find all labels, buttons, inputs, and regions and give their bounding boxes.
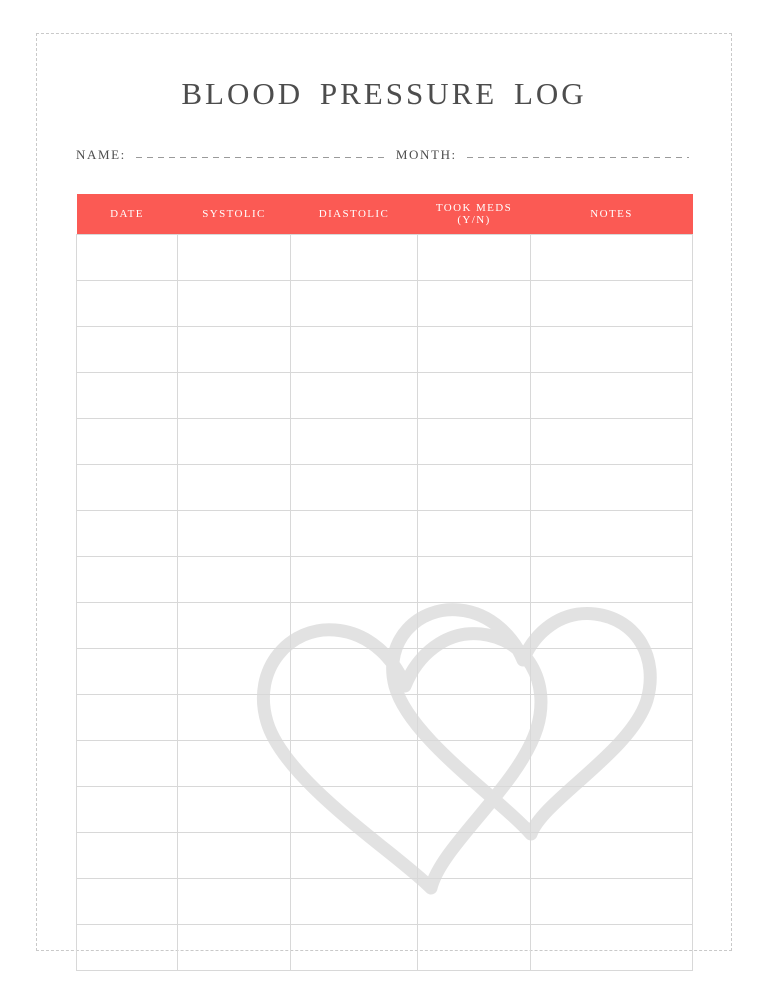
cell-diastolic[interactable] [291, 787, 418, 833]
cell-took-meds[interactable] [418, 603, 531, 649]
cell-took-meds[interactable] [418, 327, 531, 373]
cell-took-meds[interactable] [418, 373, 531, 419]
cell-notes[interactable] [531, 419, 693, 465]
table-row [77, 281, 693, 327]
cell-date[interactable] [77, 925, 178, 971]
table-row [77, 235, 693, 281]
cell-systolic[interactable] [178, 603, 291, 649]
cell-notes[interactable] [531, 787, 693, 833]
cell-date[interactable] [77, 695, 178, 741]
column-header-took-meds: TOOK MEDS (Y/N) [418, 194, 531, 235]
cell-took-meds[interactable] [418, 465, 531, 511]
table-row [77, 603, 693, 649]
cell-took-meds[interactable] [418, 741, 531, 787]
cell-notes[interactable] [531, 925, 693, 971]
cell-diastolic[interactable] [291, 373, 418, 419]
table-row [77, 557, 693, 603]
table-row [77, 741, 693, 787]
cell-notes[interactable] [531, 511, 693, 557]
table-row [77, 465, 693, 511]
name-input-line[interactable] [136, 157, 386, 158]
cell-systolic[interactable] [178, 327, 291, 373]
cell-notes[interactable] [531, 833, 693, 879]
table-header-row [77, 194, 693, 235]
cell-diastolic[interactable] [291, 419, 418, 465]
table-row [77, 649, 693, 695]
cell-took-meds[interactable] [418, 235, 531, 281]
month-label: MONTH: [395, 147, 457, 162]
cell-diastolic[interactable] [291, 833, 418, 879]
cell-systolic[interactable] [178, 235, 291, 281]
column-header-date: DATE [77, 194, 178, 235]
cell-diastolic[interactable] [291, 741, 418, 787]
cell-diastolic[interactable] [291, 235, 418, 281]
table-row [77, 373, 693, 419]
cell-notes[interactable] [531, 603, 693, 649]
cell-notes[interactable] [531, 327, 693, 373]
column-header-systolic: SYSTOLIC [178, 194, 291, 235]
cell-diastolic[interactable] [291, 695, 418, 741]
cell-diastolic[interactable] [291, 557, 418, 603]
table-row [77, 787, 693, 833]
cell-diastolic[interactable] [291, 925, 418, 971]
cell-took-meds[interactable] [418, 879, 531, 925]
table-row [77, 695, 693, 741]
table-row [77, 327, 693, 373]
cell-date[interactable] [77, 465, 178, 511]
cell-took-meds[interactable] [418, 833, 531, 879]
cell-notes[interactable] [531, 741, 693, 787]
cell-notes[interactable] [531, 695, 693, 741]
cell-notes[interactable] [531, 465, 693, 511]
cell-took-meds[interactable] [418, 511, 531, 557]
cell-took-meds[interactable] [418, 695, 531, 741]
cell-systolic[interactable] [178, 741, 291, 787]
cell-date[interactable] [77, 373, 178, 419]
cell-diastolic[interactable] [291, 603, 418, 649]
name-month-field-row [76, 143, 692, 167]
table-row [77, 833, 693, 879]
cell-took-meds[interactable] [418, 925, 531, 971]
cell-date[interactable] [77, 879, 178, 925]
cell-diastolic[interactable] [291, 281, 418, 327]
cell-notes[interactable] [531, 557, 693, 603]
cell-date[interactable] [77, 649, 178, 695]
cell-date[interactable] [77, 281, 178, 327]
month-input-line[interactable] [467, 157, 689, 158]
table-row [77, 879, 693, 925]
cell-diastolic[interactable] [291, 465, 418, 511]
cell-date[interactable] [77, 419, 178, 465]
page-title: BLOOD PRESSURE LOG [181, 76, 587, 111]
cell-took-meds[interactable] [418, 419, 531, 465]
cell-systolic[interactable] [178, 695, 291, 741]
cell-diastolic[interactable] [291, 511, 418, 557]
cell-notes[interactable] [531, 281, 693, 327]
cell-date[interactable] [77, 557, 178, 603]
cell-notes[interactable] [531, 649, 693, 695]
cell-date[interactable] [77, 603, 178, 649]
cell-systolic[interactable] [178, 925, 291, 971]
cell-date[interactable] [77, 235, 178, 281]
cell-diastolic[interactable] [291, 879, 418, 925]
cell-date[interactable] [77, 833, 178, 879]
cell-systolic[interactable] [178, 373, 291, 419]
cell-systolic[interactable] [178, 419, 291, 465]
column-header-diastolic: DIASTOLIC [291, 194, 418, 235]
cell-diastolic[interactable] [291, 649, 418, 695]
cell-systolic[interactable] [178, 557, 291, 603]
table-row [77, 419, 693, 465]
cell-systolic[interactable] [178, 649, 291, 695]
cell-systolic[interactable] [178, 465, 291, 511]
cell-notes[interactable] [531, 373, 693, 419]
cell-notes[interactable] [531, 235, 693, 281]
table-body [77, 235, 693, 971]
cell-date[interactable] [77, 327, 178, 373]
cell-took-meds[interactable] [418, 557, 531, 603]
cell-systolic[interactable] [178, 833, 291, 879]
table-row [77, 511, 693, 557]
cell-took-meds[interactable] [418, 281, 531, 327]
cell-systolic[interactable] [178, 787, 291, 833]
cell-date[interactable] [77, 787, 178, 833]
cell-systolic[interactable] [178, 281, 291, 327]
column-header-notes: NOTES [531, 194, 693, 235]
cell-systolic[interactable] [178, 879, 291, 925]
cell-notes[interactable] [531, 879, 693, 925]
blood-pressure-log-table [76, 194, 693, 971]
cell-diastolic[interactable] [291, 327, 418, 373]
cell-systolic[interactable] [178, 511, 291, 557]
cell-took-meds[interactable] [418, 787, 531, 833]
table-row [77, 925, 693, 971]
cell-date[interactable] [77, 511, 178, 557]
cell-took-meds[interactable] [418, 649, 531, 695]
cell-date[interactable] [77, 741, 178, 787]
name-label: NAME: [76, 147, 126, 162]
